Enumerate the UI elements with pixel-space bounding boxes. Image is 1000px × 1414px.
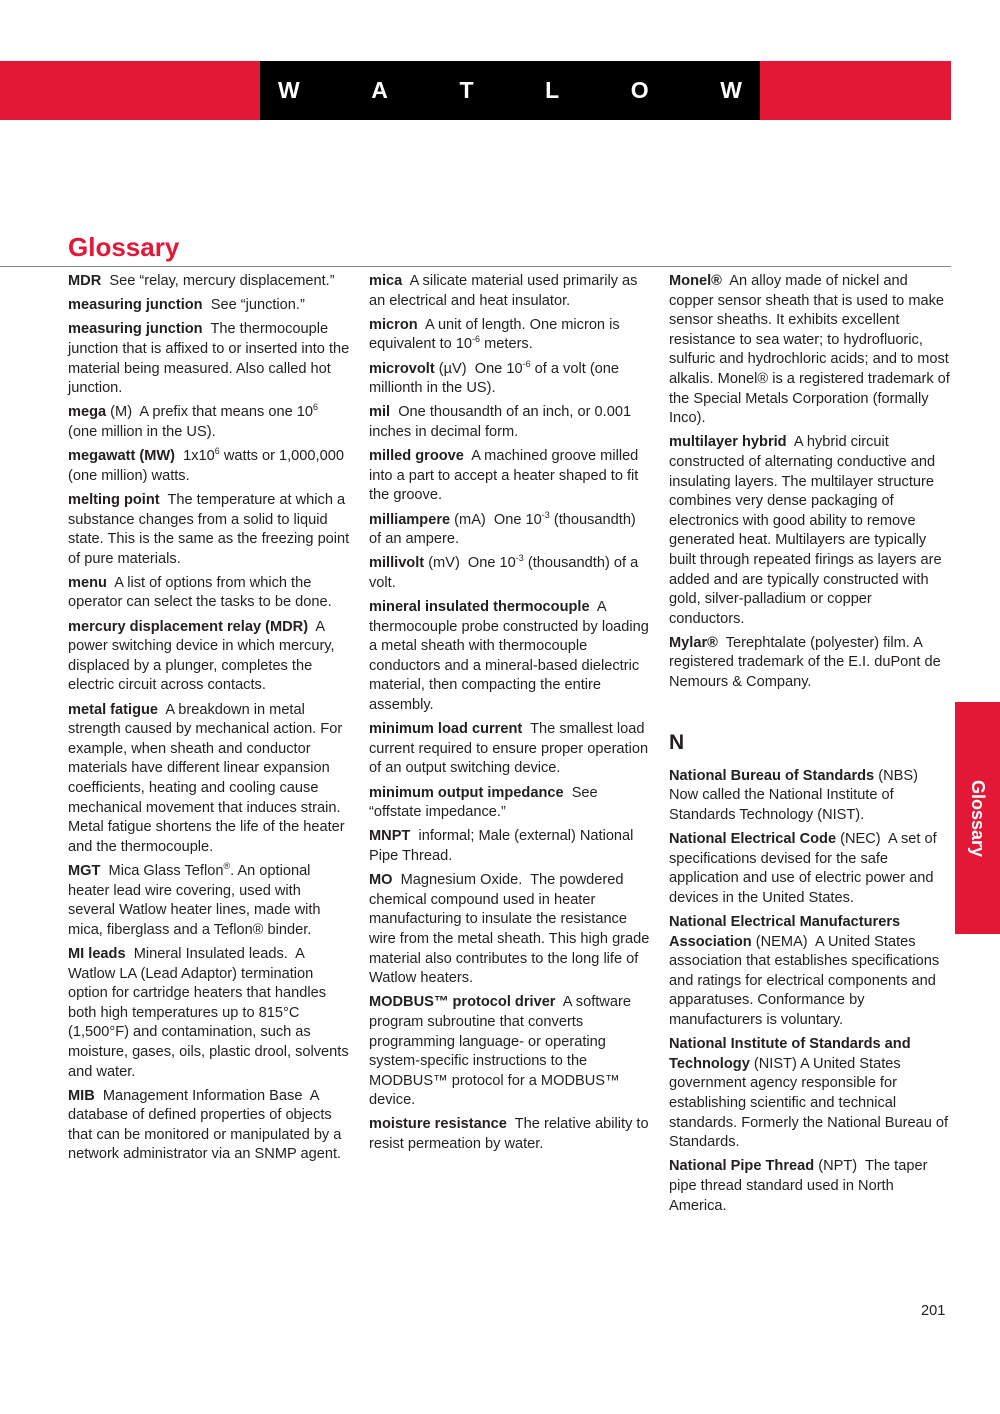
glossary-entry xyxy=(68,862,350,940)
glossary-term: micron xyxy=(369,316,418,333)
glossary-definition: The relative ability to resist permeation by water. xyxy=(369,1116,653,1153)
glossary-entry xyxy=(68,618,350,696)
glossary-entry xyxy=(369,360,651,399)
superscript: -3 xyxy=(541,509,550,520)
glossary-entry xyxy=(669,1035,951,1153)
glossary-definition: (NEMA) A United States association that establishes specifications and ratings for electrical components and apparatuses. Conformance by manufacturers is voluntary. xyxy=(669,933,944,1028)
page-title: Glossary xyxy=(68,232,180,262)
glossary-entry xyxy=(369,598,651,716)
glossary-term: multilayer hybrid xyxy=(669,434,787,451)
glossary-term: microvolt xyxy=(369,360,435,377)
glossary-term: National Institute of Standards and Technology xyxy=(669,1036,911,1072)
glossary-definition: (M) A prefix that means one 10 xyxy=(106,404,313,421)
glossary-entry xyxy=(68,491,354,569)
superscript: -3 xyxy=(515,553,524,564)
superscript: -6 xyxy=(472,334,481,345)
glossary-definition: (NIST) A United States government agency responsible for establishing scientific and technical standards. Formerly the National Bureau of Standards. xyxy=(669,1055,953,1151)
glossary-definition: (NEC) A set of specifications devised for the safe application and use of electric power and devices in the United States. xyxy=(669,831,941,906)
glossary-term: menu xyxy=(68,574,107,591)
glossary-definition: (NBS) Now called the National Institute of Standards Technology (NIST). xyxy=(669,767,922,823)
glossary-term: melting point xyxy=(68,491,160,508)
glossary-entry xyxy=(369,316,651,355)
glossary-entry xyxy=(68,1087,350,1165)
glossary-term: MGT xyxy=(68,862,101,879)
glossary-definition: 1x10 xyxy=(175,448,215,465)
glossary-term: National Electrical Code xyxy=(669,831,837,848)
glossary-definition: Management Information Base A database of defined properties of objects that can be monitored or manipulated by a network administrator via an SNMP agent. xyxy=(68,1087,346,1163)
glossary-term: measuring junction xyxy=(68,297,203,314)
glossary-entry xyxy=(669,767,951,826)
glossary-column-2 xyxy=(369,272,654,1159)
glossary-entry xyxy=(369,993,651,1111)
section-letter: N xyxy=(669,730,685,754)
glossary-term: MIB xyxy=(68,1087,95,1104)
glossary-entry xyxy=(68,403,350,442)
glossary-column-3 xyxy=(669,272,954,1221)
glossary-term: mercury displacement relay (MDR) xyxy=(68,618,309,635)
glossary-entry xyxy=(369,827,651,866)
superscript: -6 xyxy=(522,358,531,369)
glossary-definition-cont: (thousandth) of a volt. xyxy=(369,555,639,591)
glossary-entry xyxy=(369,871,654,989)
glossary-definition: A list of options from which the operator can select the tasks to be done. xyxy=(68,574,332,611)
glossary-term: National Pipe Thread xyxy=(669,1158,815,1175)
glossary-definition: One thousandth of an inch, or 0.001 inches in decimal form. xyxy=(369,404,636,440)
glossary-term: mineral insulated thermocouple xyxy=(369,599,590,616)
glossary-definition-cont: (one million in the US). xyxy=(68,423,216,440)
glossary-definition: See “relay, mercury displacement.” xyxy=(101,273,335,289)
side-tab-glossary xyxy=(955,702,1000,934)
page-number: 201 xyxy=(921,1303,946,1319)
glossary-definition: A thermocouple probe constructed by loading a metal sheath with thermocouple conductors and a mineral-based dielectric material, then compacting the entire assembly. xyxy=(369,599,653,714)
glossary-definition: A breakdown in metal strength caused by mechanical action. For example, when sheath and conductor materials have different linear expansion coefficients, heating and cooling cause mechanical movement that induces strain. Metal fatigue shortens the life of the heater and the thermocouple. xyxy=(68,701,349,855)
glossary-entry xyxy=(669,830,951,908)
glossary-definition: The temperature at which a substance changes from a solid to liquid state. This is the same as the freezing point of pure materials. xyxy=(68,491,354,567)
logo-letter: W xyxy=(278,77,300,103)
logo-letter: O xyxy=(630,77,649,103)
glossary-entry xyxy=(68,945,353,1082)
glossary-entry xyxy=(669,634,951,693)
glossary-definition: The smallest load current required to ensure proper operation of an output switching device. xyxy=(369,721,653,777)
glossary-definition: Terephtalate (polyester) film. A registered trademark of the E.I. duPont de Nemours & Company. xyxy=(669,634,945,691)
watlow-logo xyxy=(260,61,760,120)
glossary-term: Monel® xyxy=(669,273,722,289)
glossary-term: National Bureau of Standards xyxy=(669,767,875,784)
glossary-entry xyxy=(68,296,350,316)
glossary-definition: Mica Glass Teflon xyxy=(100,862,224,879)
glossary-entry xyxy=(369,720,651,779)
glossary-entry xyxy=(369,784,651,823)
glossary-term: megawatt (MW) xyxy=(68,448,176,465)
glossary-term: milled groove xyxy=(369,448,464,465)
glossary-term: National Electrical Manufacturers Association xyxy=(669,914,901,950)
glossary-definition-cont: . An optional heater lead wire covering, used with several Watlow heater lines, made with mica, fiberglass and a Teflon® binder. xyxy=(68,862,321,938)
glossary-term: mega xyxy=(68,404,107,421)
glossary-definition: Magnesium Oxide. The powdered chemical compound used in heater manufacturing to insulate the resistance wire from the metal sheath. This high grade material also contributes to the long life of Watlow heaters. xyxy=(369,872,654,987)
glossary-definition: A silicate material used primarily as an electrical and heat insulator. xyxy=(369,273,642,309)
glossary-entry xyxy=(68,701,350,858)
logo-letter: W xyxy=(720,77,742,103)
glossary-term: metal fatigue xyxy=(68,701,159,718)
glossary-term: MODBUS™ protocol driver xyxy=(369,994,556,1011)
glossary-definition-cont: meters. xyxy=(480,336,533,353)
glossary-column-3-top xyxy=(669,272,954,693)
superscript: 6 xyxy=(214,446,220,457)
glossary-definition-cont: of a volt (one millionth in the US). xyxy=(369,360,620,397)
glossary-term: MI leads xyxy=(68,945,126,962)
glossary-term: moisture resistance xyxy=(369,1116,507,1133)
glossary-entry xyxy=(68,320,354,398)
glossary-entry xyxy=(669,433,951,629)
glossary-definition: See “junction.” xyxy=(202,297,305,314)
glossary-definition: Mineral Insulated leads. A Watlow LA (Lead Adaptor) termination option for cartridge heaters that handles both high temperatures up to 815°C (1,500°F) and contamination, such as moisture, gases, oils, plastic drool, solvents and water. xyxy=(68,945,353,1080)
glossary-definition: An alloy made of nickel and copper sensor sheath that is used to make sensor sheaths. It exhibits excellent resistance to sea water; to hydrofluoric, sulfuric and hydrochloric acids; and to most alkalis. Monel® is a registered trademark of the Special Metals Corporation (formally Inco). xyxy=(669,273,954,427)
glossary-term: mil xyxy=(369,404,391,421)
glossary-definition: A machined groove milled into a part to accept a heater shaped to fit the groove. xyxy=(369,448,643,504)
glossary-definition: See “offstate impedance.” xyxy=(369,784,602,821)
glossary-definition: A power switching device in which mercury, displaced by a plunger, completes the electric circuit across contacts. xyxy=(68,618,339,694)
glossary-definition: (mV) One 10 xyxy=(424,555,516,572)
glossary-term: MNPT xyxy=(369,828,411,845)
glossary-term: Mylar® xyxy=(669,634,718,651)
glossary-term: measuring junction xyxy=(68,321,203,338)
glossary-entry xyxy=(669,272,954,429)
logo-letter: T xyxy=(459,77,474,103)
glossary-term: mica xyxy=(369,273,403,289)
glossary-definition: The thermocouple junction that is affixed to or inserted into the material being measured. Also called hot junction. xyxy=(68,321,354,397)
glossary-entry xyxy=(68,574,350,613)
glossary-term: minimum output impedance xyxy=(369,784,564,801)
glossary-entry xyxy=(369,272,651,311)
glossary-definition-cont: watts or 1,000,000 (one million) watts. xyxy=(68,448,344,484)
glossary-entry xyxy=(369,403,651,442)
glossary-entry xyxy=(369,447,651,506)
logo-letter: L xyxy=(545,77,560,103)
glossary-definition-cont: (thousandth) of an ampere. xyxy=(369,511,636,548)
glossary-definition: (mA) One 10 xyxy=(450,511,542,528)
glossary-term: minimum load current xyxy=(369,721,523,738)
glossary-definition: A hybrid circuit constructed of alternating conductive and insulating layers. The multilayer structure combines very dense packaging of electronics with good ability to remove generated heat. Multilayers are typically built through repeated firings as layers are added and are typically constructed with gold, silver-palladium or copper conductors. xyxy=(669,434,946,627)
glossary-term: MO xyxy=(369,872,393,889)
glossary-entry xyxy=(369,1115,651,1154)
glossary-column-3-bottom xyxy=(669,767,951,1216)
glossary-entry xyxy=(669,913,951,1031)
glossary-term: milliampere xyxy=(369,511,451,528)
glossary-definition: A software program subroutine that converts programming language- or operating system-specific instructions to the MODBUS™ protocol for a MODBUS™ device. xyxy=(369,994,636,1109)
glossary-definition: informal; Male (external) National Pipe Thread. xyxy=(369,828,638,864)
superscript: ® xyxy=(223,860,231,871)
glossary-entry xyxy=(68,447,350,486)
title-divider xyxy=(0,266,951,267)
glossary-definition: (µV) One 10 xyxy=(434,360,523,377)
glossary-definition: (NPT) The taper pipe thread standard used in North America. xyxy=(669,1158,932,1214)
glossary-term: MDR xyxy=(68,273,102,289)
side-tab-label: Glossary xyxy=(968,779,989,857)
logo-letter: A xyxy=(371,77,388,103)
glossary-term: millivolt xyxy=(369,555,425,572)
glossary-column-1 xyxy=(68,272,354,1170)
glossary-entry xyxy=(369,554,651,593)
glossary-entry xyxy=(669,1157,951,1216)
glossary-entry xyxy=(68,272,350,292)
glossary-definition: A unit of length. One micron is equivalent to 10 xyxy=(369,316,624,353)
glossary-entry xyxy=(369,511,651,550)
superscript: 6 xyxy=(312,402,318,413)
